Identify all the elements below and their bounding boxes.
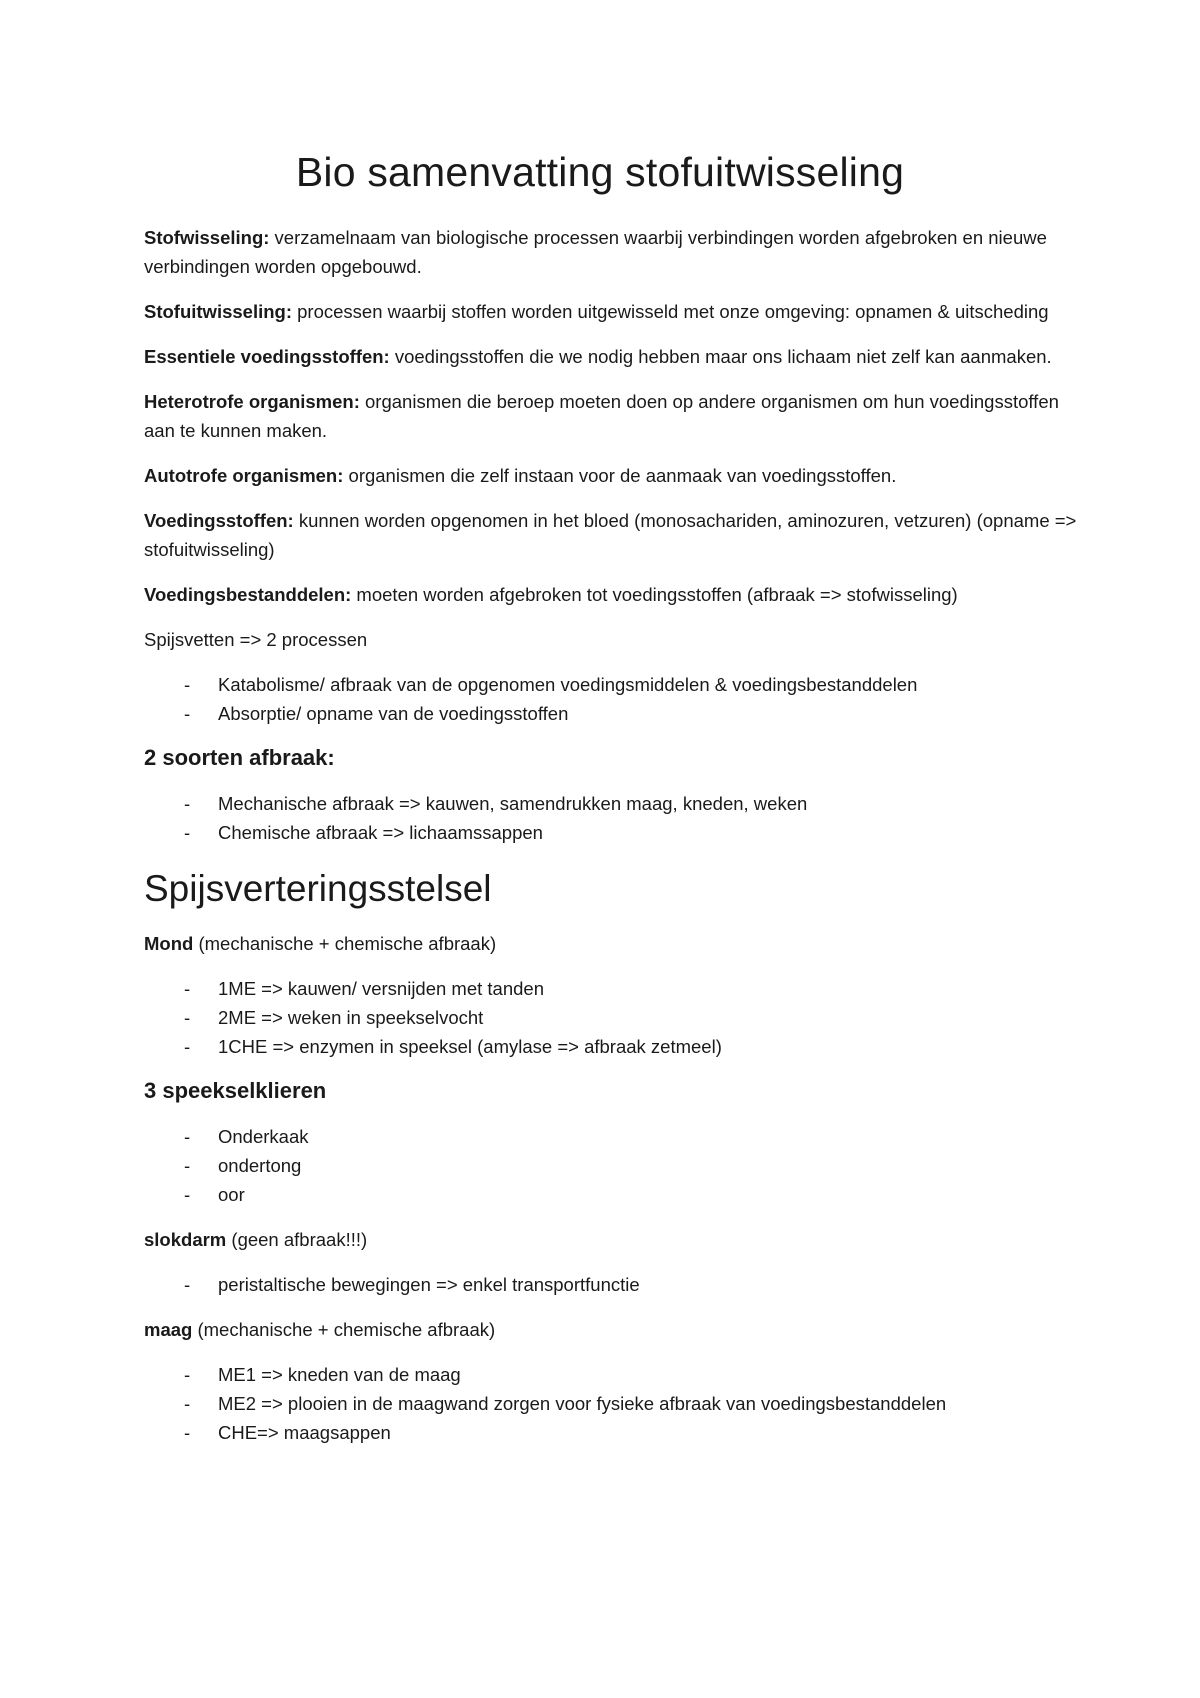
- definition-term: Stofwisseling:: [144, 227, 270, 249]
- definition-stofwisseling: [144, 223, 1080, 281]
- maag-list: [144, 1360, 1080, 1447]
- mond-line: [144, 929, 1080, 958]
- maag-text: (mechanische + chemische afbraak): [192, 1318, 496, 1340]
- list-item-text: Onderkaak: [218, 1125, 309, 1147]
- slokdarm-list: [144, 1270, 1080, 1299]
- list-item-text: 1ME => kauwen/ versnijden met tanden: [218, 978, 544, 1000]
- dash-bullet: -: [184, 1007, 191, 1029]
- list-item-text: Absorptie/ opname van de voedingsstoffen: [218, 703, 569, 725]
- definition-stofuitwisseling: [144, 297, 1080, 326]
- definition-heterotrofe-organismen: [144, 387, 1080, 445]
- definition-text: processen waarbij stoffen worden uitgewisseld met onze omgeving: opnamen & uitscheding: [292, 301, 1049, 323]
- mond-list: [144, 974, 1080, 1061]
- definition-text: voedingsstoffen die we nodig hebben maar ons lichaam niet zelf kan aanmaken.: [389, 346, 1052, 368]
- list-item: [144, 818, 1080, 847]
- list-item-text: Katabolisme/ afbraak van de opgenomen voedingsmiddelen & voedingsbestanddelen: [218, 674, 918, 696]
- definition-term: Heterotrofe organismen:: [144, 391, 360, 413]
- dash-bullet: -: [184, 792, 191, 814]
- document-title: Bio samenvatting stofuitwisseling: [295, 149, 905, 195]
- definition-term: Voedingsstoffen:: [144, 510, 294, 532]
- maag-term: maag: [144, 1318, 193, 1340]
- list-item: [144, 1389, 1080, 1418]
- definition-voedingsstoffen: [144, 506, 1080, 564]
- spijsvetten-list: [144, 670, 1080, 728]
- definition-text: kunnen worden opgenomen in het bloed (monosachariden, aminozuren, vetzuren) (opname => stofuitwisseling): [144, 510, 1077, 561]
- speekselklieren-heading: 3 speekselklieren: [144, 1078, 327, 1104]
- list-item-text: Mechanische afbraak => kauwen, samendrukken maag, kneden, weken: [218, 792, 808, 814]
- list-item-text: ME1 => kneden van de maag: [218, 1363, 461, 1385]
- dash-bullet: -: [184, 1125, 191, 1147]
- slokdarm-line: [144, 1225, 1080, 1254]
- definition-term: Stofuitwisseling:: [144, 301, 292, 323]
- list-item-text: 1CHE => enzymen in speeksel (amylase => afbraak zetmeel): [218, 1036, 722, 1058]
- mond-term: Mond: [144, 933, 194, 955]
- list-item-text: peristaltische bewegingen => enkel transportfunctie: [218, 1273, 640, 1295]
- list-item-text: Chemische afbraak => lichaamssappen: [218, 821, 543, 843]
- definition-term: Voedingsbestanddelen:: [144, 584, 352, 606]
- definition-text: organismen die zelf instaan voor de aanmaak van voedingsstoffen.: [343, 465, 897, 487]
- definition-term: Essentiele voedingsstoffen:: [144, 346, 390, 368]
- list-item: [144, 1180, 1080, 1209]
- list-item: [144, 1270, 1080, 1299]
- section-title: Spijsverteringsstelsel: [144, 867, 492, 909]
- dash-bullet: -: [184, 674, 191, 696]
- list-item-text: ME2 => plooien in de maagwand zorgen voor fysieke afbraak van voedingsbestanddelen: [218, 1392, 947, 1414]
- list-item: [144, 1151, 1080, 1180]
- definition-text: verzamelnaam van biologische processen waarbij verbindingen worden afgebroken en nieuwe verbindingen worden opgebouwd.: [144, 227, 1047, 278]
- list-item: [144, 1418, 1080, 1447]
- list-item: [144, 1122, 1080, 1151]
- list-item-text: CHE=> maagsappen: [218, 1421, 391, 1443]
- dash-bullet: -: [184, 1392, 191, 1414]
- definition-essentiele-voedingsstoffen: [144, 342, 1080, 371]
- list-item: [144, 670, 1080, 699]
- list-item-text: 2ME => weken in speekselvocht: [218, 1007, 484, 1029]
- dash-bullet: -: [184, 1273, 191, 1295]
- maag-line: [144, 1315, 1080, 1344]
- afbraak-list: [144, 789, 1080, 847]
- dash-bullet: -: [184, 1183, 191, 1205]
- definition-text: moeten worden afgebroken tot voedingsstoffen (afbraak => stofwisseling): [351, 584, 958, 606]
- dash-bullet: -: [184, 821, 191, 843]
- slokdarm-term: slokdarm: [144, 1228, 227, 1250]
- dash-bullet: -: [184, 1421, 191, 1443]
- definition-voedingsbestanddelen: [144, 580, 1080, 609]
- list-item: [144, 1360, 1080, 1389]
- dash-bullet: -: [184, 978, 191, 1000]
- mond-text: (mechanische + chemische afbraak): [193, 933, 497, 955]
- spijsvetten-line: Spijsvetten => 2 processen: [144, 629, 368, 651]
- speekselklieren-list: [144, 1122, 1080, 1209]
- list-item: [144, 699, 1080, 728]
- list-item-text: oor: [218, 1183, 245, 1205]
- dash-bullet: -: [184, 1154, 191, 1176]
- afbraak-heading: 2 soorten afbraak:: [144, 745, 335, 771]
- definition-term: Autotrofe organismen:: [144, 465, 344, 487]
- list-item: [144, 974, 1080, 1003]
- definition-autotrofe-organismen: [144, 461, 1080, 490]
- dash-bullet: -: [184, 1363, 191, 1385]
- slokdarm-text: (geen afbraak!!!): [226, 1228, 368, 1250]
- list-item-text: ondertong: [218, 1154, 302, 1176]
- definition-text: organismen die beroep moeten doen op andere organismen om hun voedingsstoffen aan te kunnen maken.: [144, 391, 1059, 442]
- list-item: [144, 1032, 1080, 1061]
- list-item: [144, 1003, 1080, 1032]
- dash-bullet: -: [184, 703, 191, 725]
- list-item: [144, 789, 1080, 818]
- dash-bullet: -: [184, 1036, 191, 1058]
